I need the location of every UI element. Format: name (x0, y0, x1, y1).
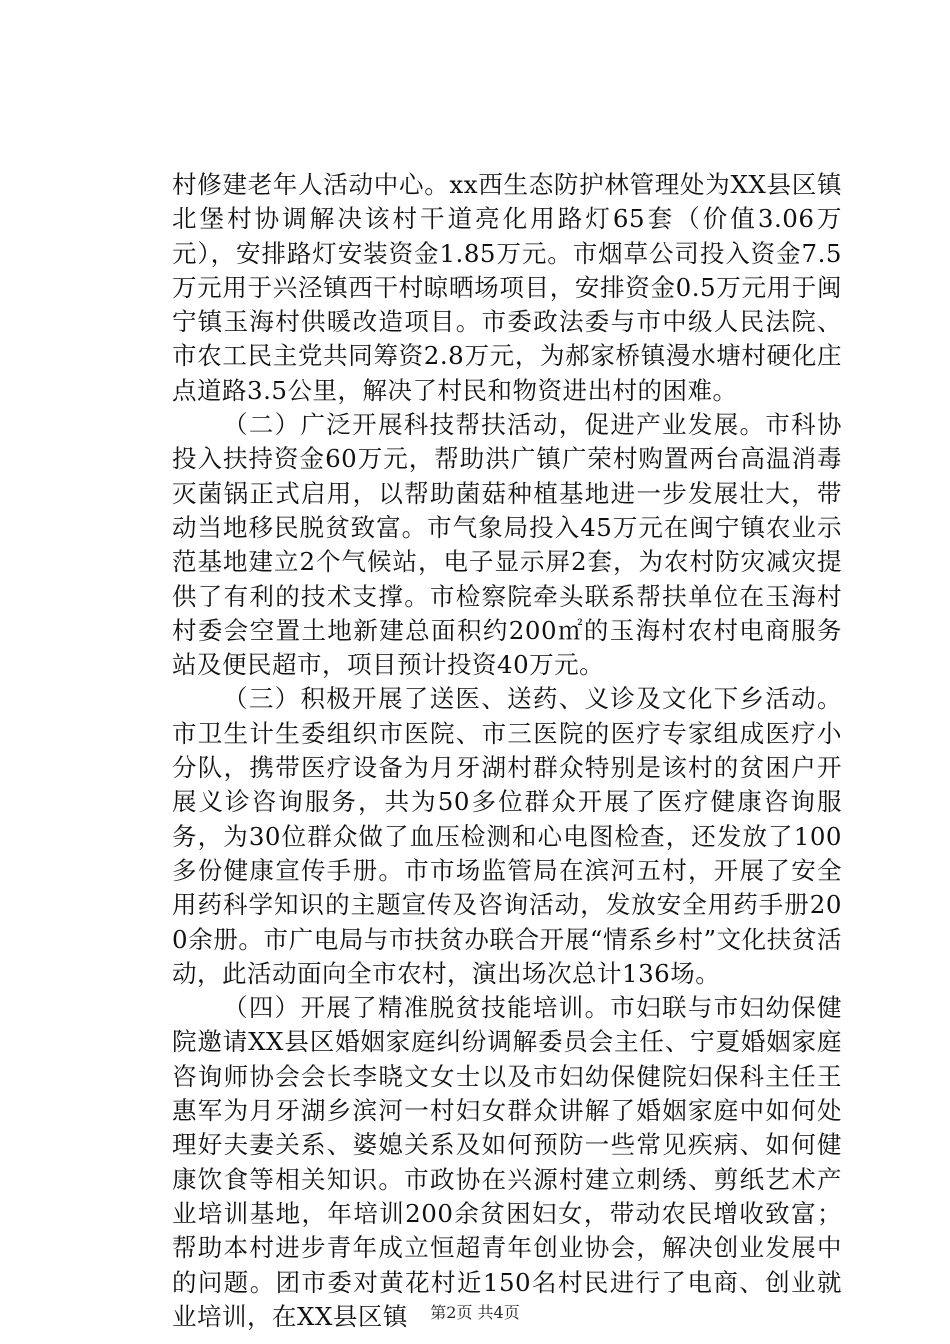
document-body (172, 168, 842, 1334)
body-paragraph-1: 村修建老年人活动中心。xx西生态防护林管理处为XX县区镇北堡村协调解决该村干道亮化用路灯65套（价值3.06万元），安排路灯安装资金1.85万元。市烟草公司投入资金7.5万元用于兴泾镇西干村晾晒场项目，安排资金0.5万元用于闽宁镇玉海村供暖改造项目。市委政法委与市中级人民法院、市农工民主党共同筹资2.8万元，为郝家桥镇漫水塘村硬化庄点道路3.5公里，解决了村民和物资进出村的困难。 (172, 170, 842, 405)
body-paragraph-4: （四）开展了精准脱贫技能培训。市妇联与市妇幼保健院邀请XX县区婚姻家庭纠纷调解委员会主任、宁夏婚姻家庭咨询师协会会长李晓文女士以及市妇幼保健院妇保科主任王惠军为月牙湖乡滨河一村妇女群众讲解了婚姻家庭中如何处理好夫妻关系、婆媳关系及如何预防一些常见疾病、如何健康饮食等相关知识。市政协在兴源村建立刺绣、剪纸艺术产业培训基地，年培训200余贫困妇女，带动农民增收致富；帮助本村进步青年成立恒超青年创业协会，解决创业发展中的问题。团市委对黄花村近150名村民进行了电商、创业就业培训，在XX县区镇 (172, 993, 842, 1331)
page-footer: 第2页 共4页 (430, 1303, 520, 1322)
body-paragraph-3: （三）积极开展了送医、送药、义诊及文化下乡活动。市卫生计生委组织市医院、市三医院的医疗专家组成医疗小分队，携带医疗设备为月牙湖村群众特别是该村的贫困户开展义诊咨询服务，共为50多位群众开展了医疗健康咨询服务，为30位群众做了血压检测和心电图检查，还发放了100多份健康宣传手册。市市场监管局在滨河五村，开展了安全用药科学知识的主题宣传及咨询活动，发放安全用药手册200余册。市广电局与市扶贫办联合开展“情系乡村”文化扶贫活动，此活动面向全市农村，演出场次总计136场。 (172, 684, 842, 988)
body-paragraph-2: （二）广泛开展科技帮扶活动，促进产业发展。市科协投入扶持资金60万元，帮助洪广镇广荣村购置两台高温消毒灭菌锅正式启用，以帮助菌菇种植基地进一步发展壮大，带动当地移民脱贫致富。市气象局投入45万元在闽宁镇农业示范基地建立2个气候站，电子显示屏2套，为农村防灾减灾提供了有利的技术支撑。市检察院牵头联系帮扶单位在玉海村村委会空置土地新建总面积约200㎡的玉海村农村电商服务站及便民超市，项目预计投资40万元。 (172, 410, 842, 680)
